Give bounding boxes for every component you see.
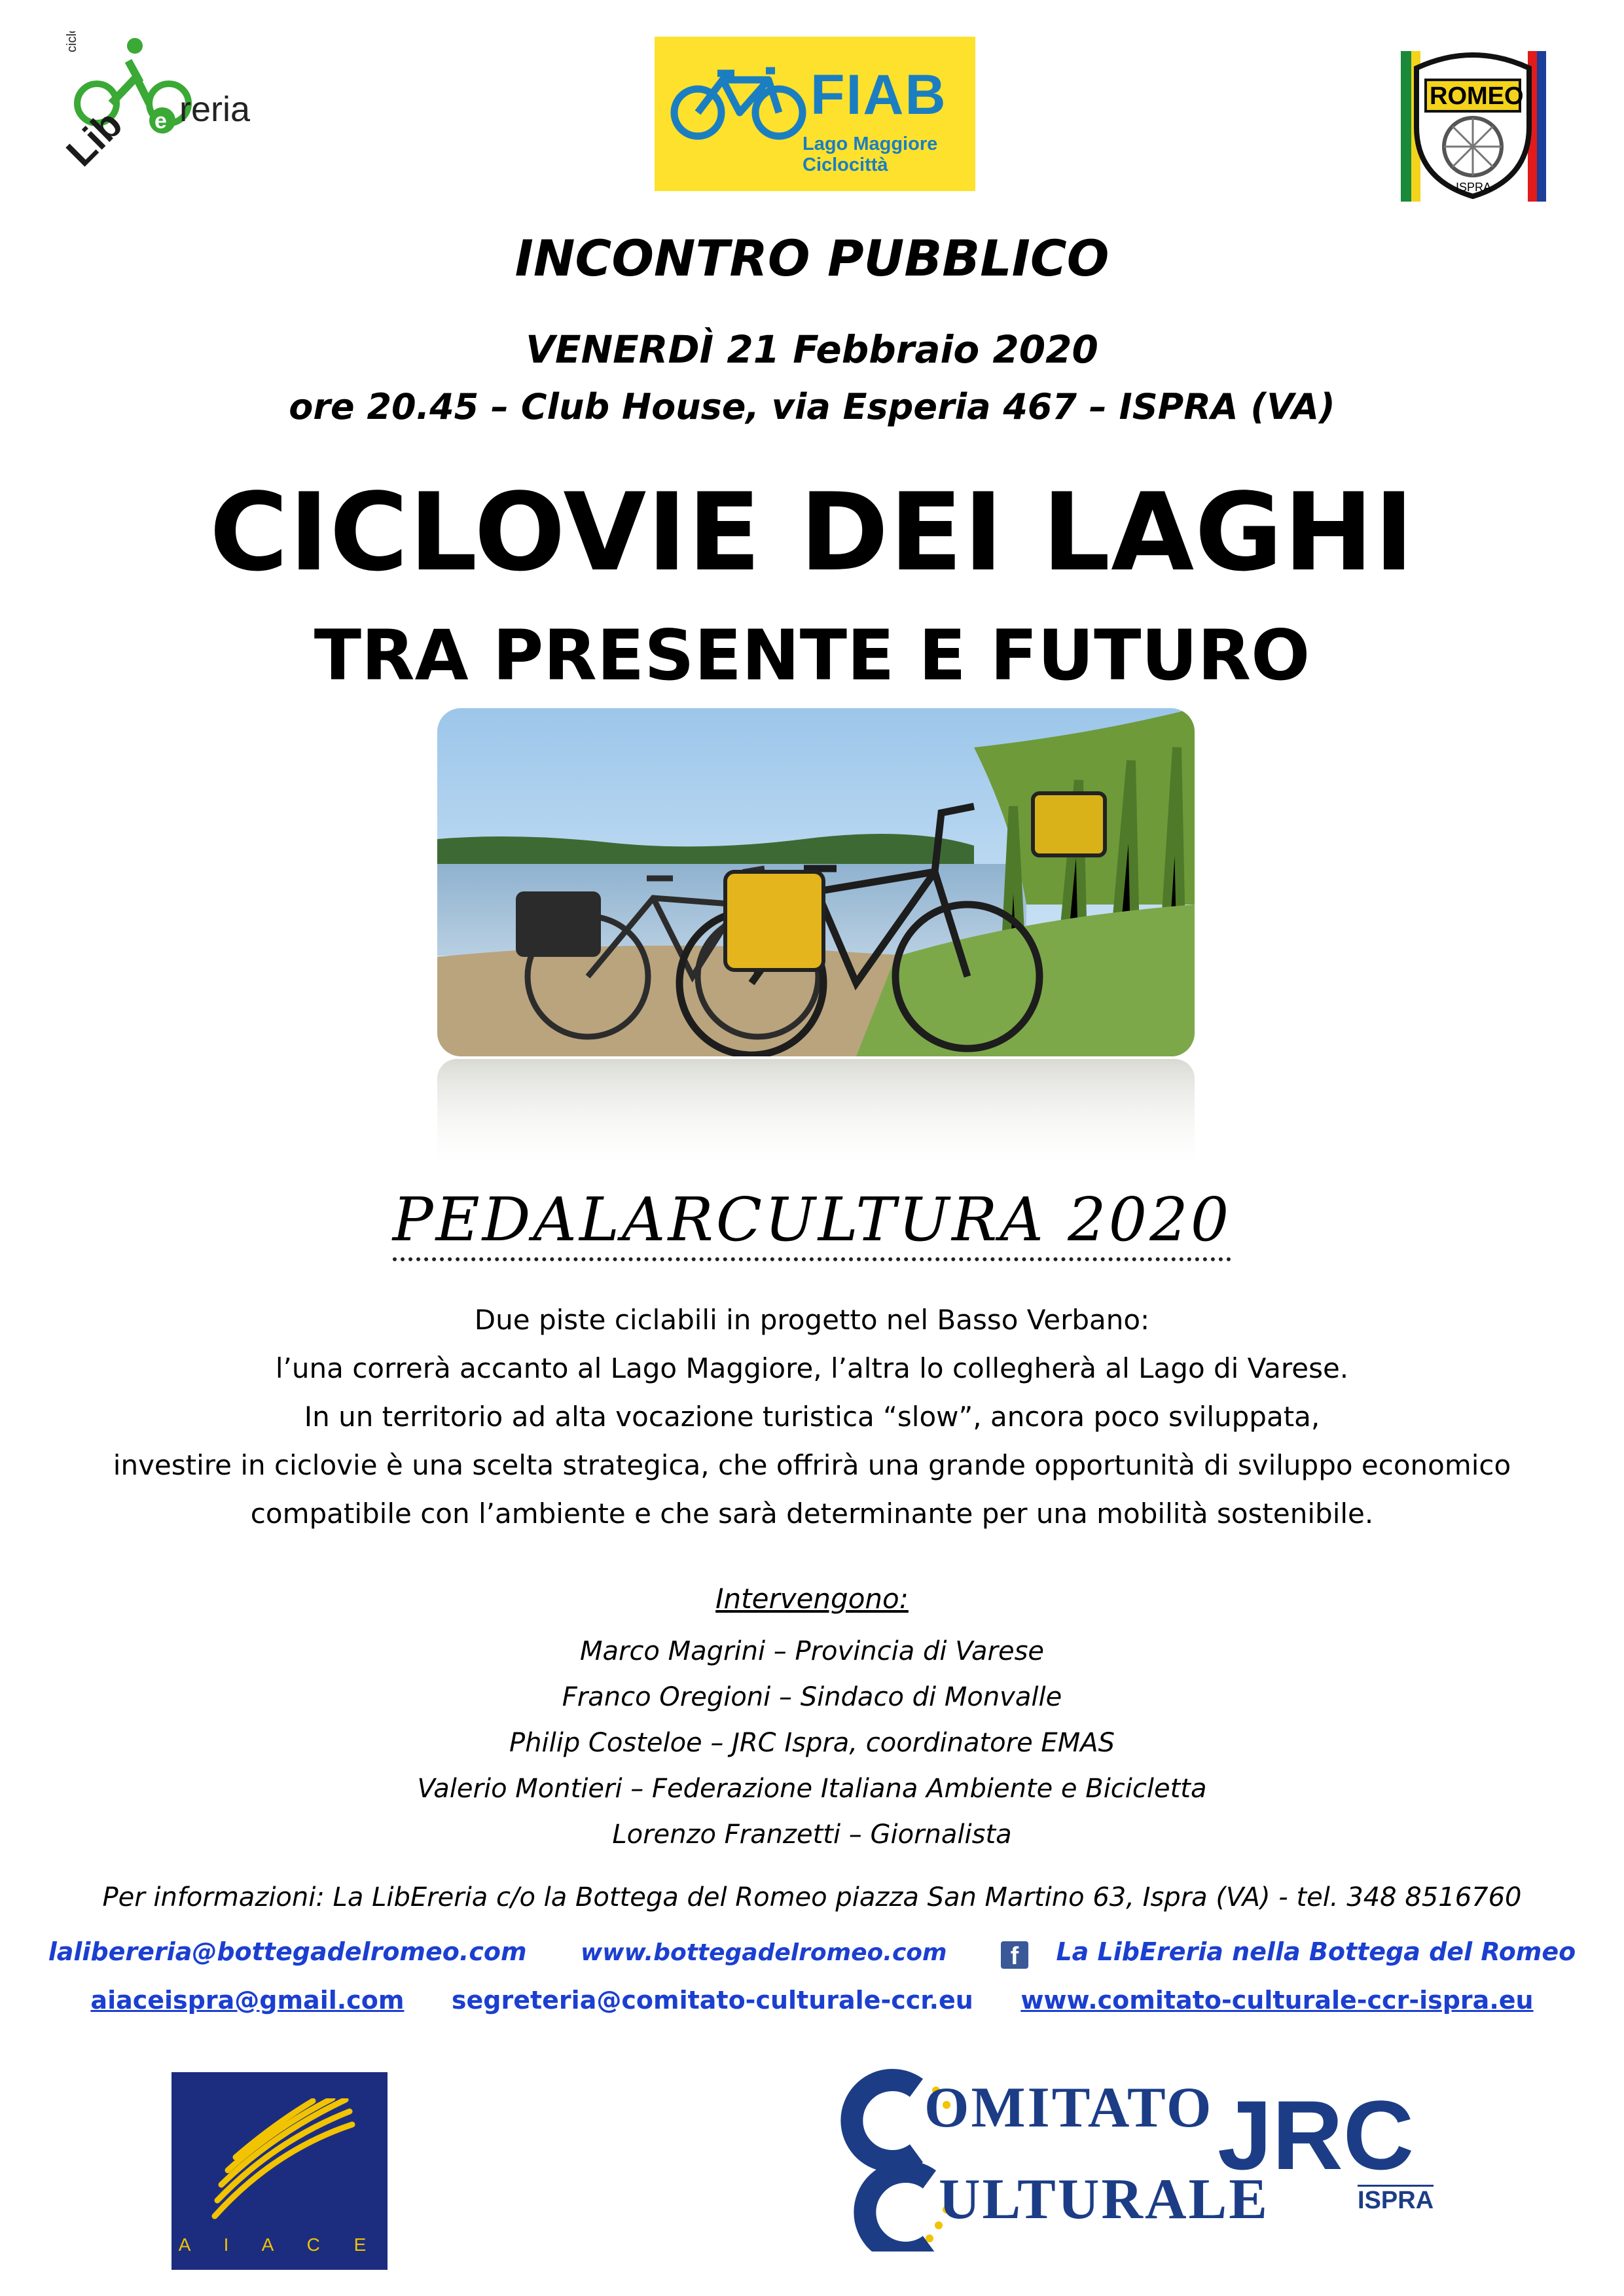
culturale-word: ULTURALE: [939, 2168, 1269, 2231]
web-link-bottega[interactable]: www.bottegadelromeo.com: [581, 1939, 947, 1966]
speakers-heading: Intervengono:: [715, 1583, 909, 1615]
speaker-item: Lorenzo Franzetti – Giornalista: [612, 1820, 1012, 1850]
section-title: [0, 1185, 1624, 1255]
fiab-subtitle: [803, 134, 937, 175]
facebook-icon: f: [1001, 1941, 1028, 1969]
aiace-rays-icon: [195, 2098, 365, 2223]
comitato-word: OMITATO: [924, 2076, 1214, 2140]
email-link-libereria[interactable]: lalibereria@bottegadelromeo.com: [48, 1937, 527, 1966]
romeo-place: ISPRA: [1456, 181, 1492, 194]
headline-sub: TRA PRESENTE E FUTURO: [314, 615, 1310, 696]
svg-text:e: e: [154, 109, 167, 134]
romeo-name: ROMEO: [1430, 82, 1524, 110]
description-line: compatibile con l’ambiente e che sarà determinante per una mobilità sostenibile.: [250, 1498, 1374, 1530]
speaker-item: Franco Oregioni – Sindaco di Monvalle: [562, 1682, 1062, 1712]
svg-text:Lib: Lib: [58, 101, 131, 169]
aiace-logo: [171, 2072, 388, 2270]
email-link-aiace[interactable]: aiaceispra@gmail.com: [90, 1986, 405, 2015]
contact-info: Per informazioni: La LibEreria c/o la Bottega del Romeo piazza San Martino 63, Ispra (VA) - tel. 348 8516760: [102, 1882, 1522, 1912]
aiace-name: A I A C E: [178, 2234, 381, 2255]
jrc-ispra: ISPRA: [1358, 2185, 1434, 2215]
jrc-word: JRC: [1218, 2080, 1415, 2190]
bicycle-icon: [670, 65, 808, 144]
speaker-item: Philip Costeloe – JRC Ispra, coordinatore EMAS: [509, 1728, 1115, 1758]
libereria-reria-text: reria: [179, 90, 251, 129]
speakers-list: [0, 1628, 1624, 1857]
email-link-segreteria[interactable]: segreteria@comitato-culturale-ccr.eu: [451, 1986, 973, 2015]
description-line: investire in ciclovie è una scelta strategica, che offrirà una grande opportunità di sviluppo economico: [113, 1449, 1511, 1481]
facebook-link[interactable]: La LibEreria nella Bottega del Romeo: [1056, 1937, 1576, 1966]
description: [0, 1296, 1624, 1538]
fiab-line1: Lago Maggiore: [803, 134, 938, 154]
speaker-item: Marco Magrini – Provincia di Varese: [579, 1636, 1045, 1666]
event-time-place: ore 20.45 – Club House, via Esperia 467 – ISPRA (VA): [289, 386, 1335, 427]
speaker-item: Valerio Montieri – Federazione Italiana Ambiente e Bicicletta: [417, 1774, 1207, 1804]
fiab-line2: Ciclocittà: [803, 154, 888, 175]
comitato-culturale-logo: [831, 2062, 1486, 2251]
description-line: Due piste ciclabili in progetto nel Basso Verbano:: [474, 1304, 1150, 1336]
libereria-logo: [51, 31, 251, 169]
contact-links-row2: [0, 1986, 1624, 2015]
photo-reflection: [437, 1059, 1195, 1177]
section-title-text: PEDALARCULTURA 2020: [393, 1185, 1232, 1261]
fiab-logo: [655, 37, 975, 191]
headline-main: CICLOVIE DEI LAGHI: [209, 470, 1415, 595]
description-line: l’una correrà accanto al Lago Maggiore, l’altra lo collegherà al Lago di Varese.: [275, 1352, 1349, 1384]
event-title: INCONTRO PUBBLICO: [514, 229, 1110, 287]
description-line: In un territorio ad alta vocazione turistica “slow”, ancora poco sviluppata,: [304, 1401, 1320, 1433]
svg-text:ciclo: ciclo: [65, 31, 79, 52]
fiab-name: FIAB: [810, 63, 947, 126]
romeo-logo: [1388, 42, 1558, 206]
web-link-comitato[interactable]: www.comitato-culturale-ccr-ispra.eu: [1020, 1986, 1534, 2015]
event-date: VENERDÌ 21 Febbraio 2020: [526, 327, 1098, 372]
bicycles-lake-photo: [437, 708, 1195, 1056]
contact-links-row1: [0, 1937, 1624, 1969]
